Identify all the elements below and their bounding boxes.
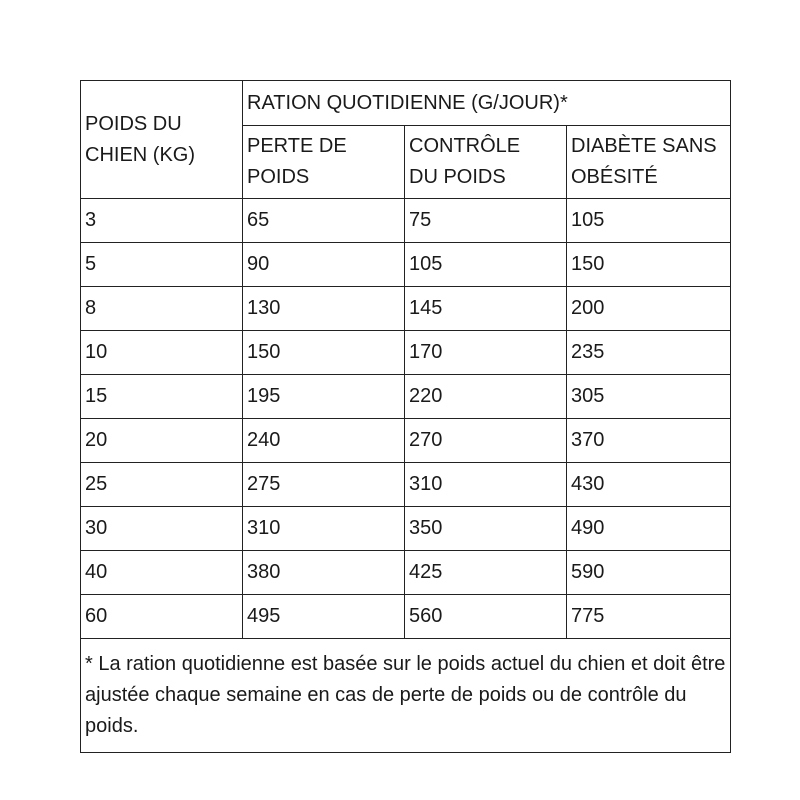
cell-weight: 40 (81, 551, 243, 595)
ration-table (80, 80, 731, 753)
cell-weight: 20 (81, 419, 243, 463)
subheader-weight-loss (243, 126, 405, 199)
weight-column-header (81, 81, 243, 199)
cell-weight-control: 350 (405, 507, 567, 551)
subheader-weight-control-text: CONTRÔLE DU POIDS (409, 135, 521, 188)
cell-weight: 5 (81, 243, 243, 287)
cell-weight-loss: 130 (243, 287, 405, 331)
table-row (81, 463, 731, 507)
cell-weight-control: 105 (405, 243, 567, 287)
table-row (81, 595, 731, 639)
cell-weight-control: 270 (405, 419, 567, 463)
cell-weight: 60 (81, 595, 243, 639)
cell-weight-control: 310 (405, 463, 567, 507)
footnote: * La ration quotidienne est basée sur le poids actuel du chien et doit être ajustée chaque semaine en cas de perte de poids ou de contrôle du poids. (81, 639, 731, 753)
table-body (81, 81, 731, 753)
cell-weight: 10 (81, 331, 243, 375)
cell-diabetes: 305 (567, 375, 731, 419)
cell-weight-control: 170 (405, 331, 567, 375)
cell-diabetes: 105 (567, 199, 731, 243)
cell-weight-loss: 65 (243, 199, 405, 243)
subheader-diabetes (567, 126, 731, 199)
cell-weight: 3 (81, 199, 243, 243)
cell-weight-loss: 150 (243, 331, 405, 375)
cell-weight-control: 425 (405, 551, 567, 595)
cell-weight-control: 75 (405, 199, 567, 243)
cell-weight-control: 145 (405, 287, 567, 331)
cell-weight-loss: 495 (243, 595, 405, 639)
table-row (81, 199, 731, 243)
cell-weight-loss: 240 (243, 419, 405, 463)
cell-diabetes: 150 (567, 243, 731, 287)
cell-diabetes: 200 (567, 287, 731, 331)
cell-weight-control: 220 (405, 375, 567, 419)
table-row (81, 375, 731, 419)
table-row (81, 551, 731, 595)
cell-diabetes: 490 (567, 507, 731, 551)
subheader-weight-loss-text: PERTE DE POIDS (247, 135, 347, 188)
subheader-diabetes-text: DIABÈTE SANS OBÉSITÉ (571, 135, 717, 188)
cell-weight-loss: 90 (243, 243, 405, 287)
cell-diabetes: 430 (567, 463, 731, 507)
cell-weight-loss: 195 (243, 375, 405, 419)
cell-weight-loss: 310 (243, 507, 405, 551)
table-row (81, 419, 731, 463)
footnote-row (81, 639, 731, 753)
cell-weight: 30 (81, 507, 243, 551)
cell-diabetes: 775 (567, 595, 731, 639)
table-row (81, 331, 731, 375)
cell-weight: 25 (81, 463, 243, 507)
table-row (81, 507, 731, 551)
table-row (81, 287, 731, 331)
cell-weight: 8 (81, 287, 243, 331)
cell-diabetes: 235 (567, 331, 731, 375)
header-row (81, 81, 731, 126)
subheader-weight-control (405, 126, 567, 199)
cell-diabetes: 590 (567, 551, 731, 595)
cell-weight-control: 560 (405, 595, 567, 639)
weight-column-header-text: POIDS DU CHIEN (KG) (85, 112, 195, 166)
table-row (81, 243, 731, 287)
cell-weight-loss: 275 (243, 463, 405, 507)
cell-weight-loss: 380 (243, 551, 405, 595)
cell-weight: 15 (81, 375, 243, 419)
ration-group-header: RATION QUOTIDIENNE (G/JOUR)* (243, 81, 731, 126)
cell-diabetes: 370 (567, 419, 731, 463)
